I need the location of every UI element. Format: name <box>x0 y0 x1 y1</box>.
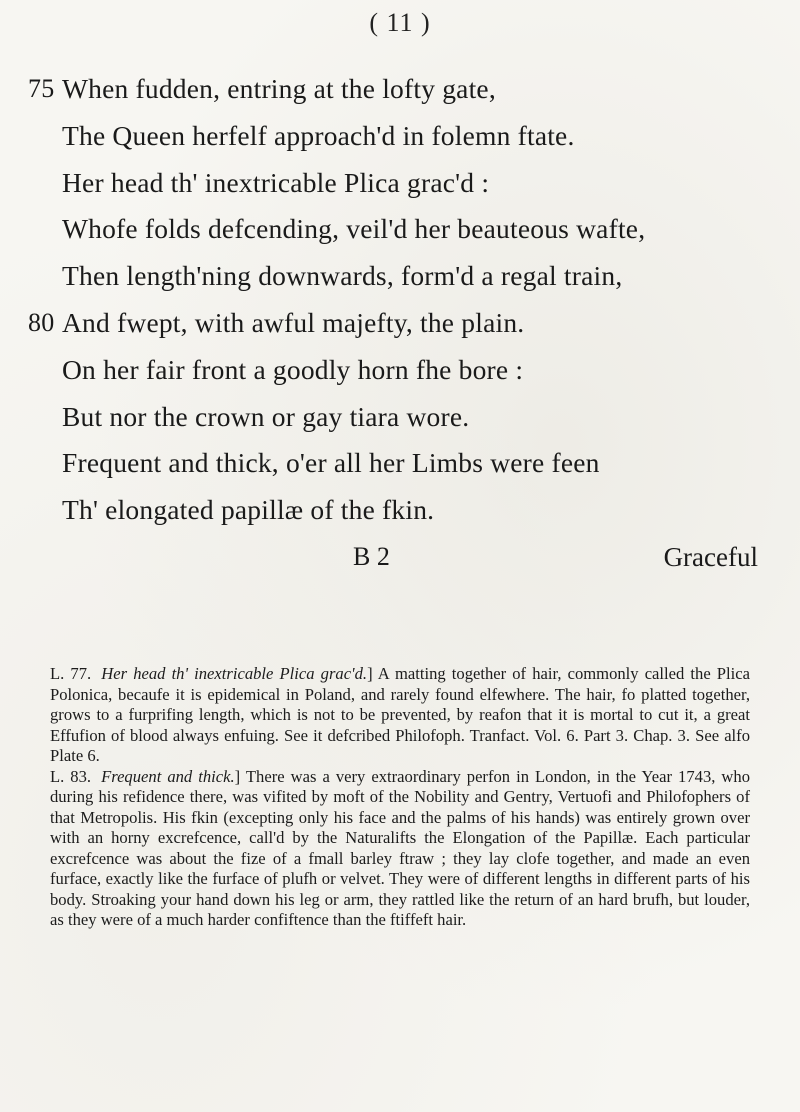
verse-text: When fudden, entring at the lofty gate, <box>62 73 496 104</box>
verse-text: Her head th' inextricable Plica grac'd : <box>62 166 490 198</box>
line-number: 80 <box>28 307 55 337</box>
verse-text: Th' elongated papillæ of the fkin. <box>62 494 435 526</box>
footnotes <box>50 664 750 931</box>
signature-row <box>28 534 788 580</box>
verse-text: Frequent and thick, o'er all her Limbs were feen <box>62 447 600 479</box>
verse-line <box>28 300 788 347</box>
verse-line <box>28 160 788 207</box>
verse-line <box>28 394 788 441</box>
verse-text: On her fair front a goodly horn fhe bore : <box>62 353 524 385</box>
footnote <box>50 767 750 931</box>
note-lemma: Frequent and thick. <box>101 766 235 786</box>
verse-line <box>28 440 788 487</box>
verse-line <box>28 66 788 113</box>
verse-line <box>28 347 788 394</box>
catchword: Graceful <box>663 541 758 572</box>
note-text: ] There was a very extraordinary perfon in London, in the Year 1743, who during his refidence there, was vifited by moft of the Nobility and Gentry, Vertuofi and Philofophers of that Metropolis. His fkin (excepting only his face and the palms of his hands) was entirely grown over with an horny excrefcence, call'd by the Naturalifts the Elongation of the Papillæ. Each particular excrefcence was about the fize of a fmall barley ftraw ; they lay clofe together, and made an even furface, exactly like the furface of plufh or velvet. They were of different lengths in different parts of his body. Stroaking your hand down his leg or arm, they rattled like the return of an hard brufh, but louder, as they were of a much harder confiftence than the ftiffeft hair. <box>50 766 750 929</box>
verse-line <box>28 113 788 160</box>
page-number: ( 11 ) <box>369 8 431 37</box>
line-number: 75 <box>28 74 55 103</box>
note-text: ] A matting together of hair, commonly called the Plica Polonica, becaufe it is epidemical in Poland, and rarely found elfewhere. The hair, fo platted together, grows to a furprifing length, which is not to be prevented, by reafon that it is mortal to cut it, a great Effufion of blood always enfuing. See it defcribed Philofoph. Tranfact. Vol. 6. Part 3. Chap. 3. See alfo Plate 6. <box>50 664 750 765</box>
printer-signature: B 2 <box>353 541 390 571</box>
note-reference: L. 77. <box>50 664 92 683</box>
verse-line <box>28 206 788 253</box>
verse-text: The Queen herfelf approach'd in folemn ftate. <box>62 119 575 151</box>
verse-line <box>28 253 788 300</box>
verse-text: And fwept, with awful majefty, the plain. <box>62 306 525 338</box>
verse-text: Then length'ning downwards, form'd a regal train, <box>62 260 623 292</box>
verse-text: But nor the crown or gay tiara wore. <box>62 400 470 432</box>
verse-line <box>28 487 788 534</box>
note-lemma: Her head th' inextricable Plica grac'd. <box>101 664 368 683</box>
poem-block <box>28 66 788 580</box>
note-reference: L. 83. <box>50 766 92 786</box>
verse-text: Whofe folds defcending, veil'd her beauteous wafte, <box>62 213 646 245</box>
footnote <box>50 664 750 767</box>
